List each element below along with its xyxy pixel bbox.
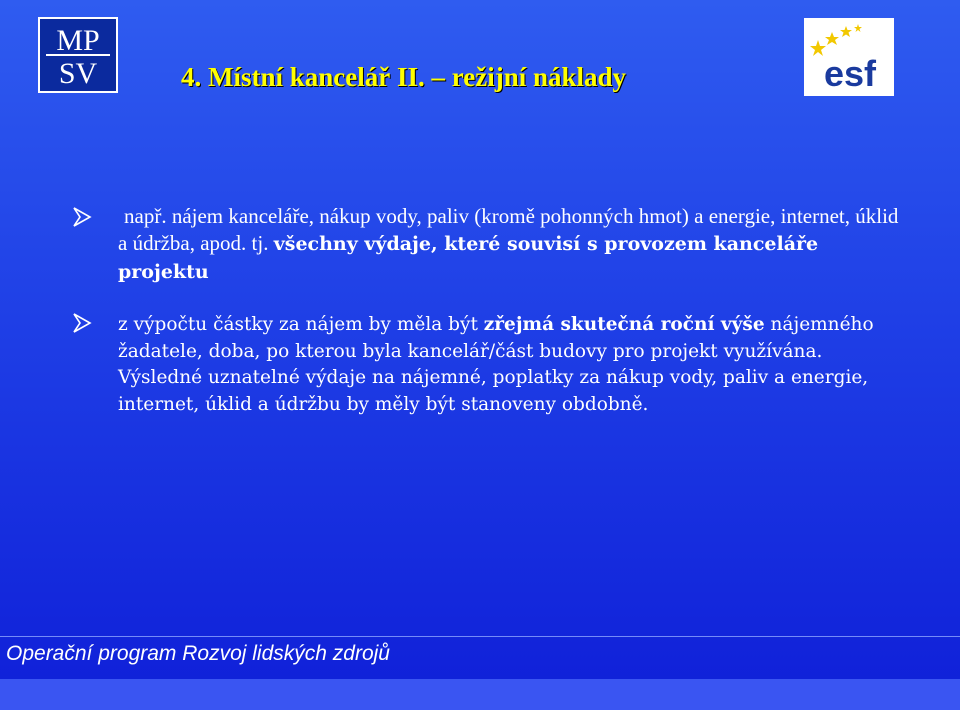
arrowhead-bullet-icon [72, 206, 92, 228]
page-title: 4. Místní kancelář II. – režijní náklady [181, 62, 627, 92]
bottom-strip [0, 679, 960, 710]
bullet-1-normal-text: např. nájem kanceláře, nákup vody, paliv (kromě pohonných hmot) a energie, internet, úklid a údržba, apod. tj. [118, 204, 899, 255]
footer-divider [0, 636, 960, 637]
mpsv-logo-text-top: MP [56, 24, 100, 57]
bullet-1-bold-text: všechny výdaje, které souvisí s provozem kanceláře projektu [118, 233, 819, 283]
bullet-text-2 [118, 312, 900, 418]
bullet-2-text-a: z výpočtu částky za nájem by měla být [118, 314, 478, 335]
bullet-2-bold-text: zřejmá skutečná roční výše [483, 314, 765, 335]
arrowhead-bullet-icon [72, 312, 92, 334]
footer-text: Operační program Rozvoj lidských zdrojů [6, 642, 390, 665]
bullet-text-1 [118, 203, 900, 286]
esf-logo-text: esf [823, 53, 877, 94]
mpsv-logo-icon [38, 17, 118, 93]
bullet-2-text-b: nájemného žadatele, doba, po kterou byla kancelář/část budovy pro projekt využívána. Výsledné uznatelné výdaje na nájemné, poplatky za nákup vody, paliv a energie, internet, úklid a údržbu by měly být stanoveny obdobně. [118, 314, 874, 415]
esf-logo-icon [804, 18, 894, 96]
mpsv-logo-text-bottom: SV [58, 57, 98, 90]
